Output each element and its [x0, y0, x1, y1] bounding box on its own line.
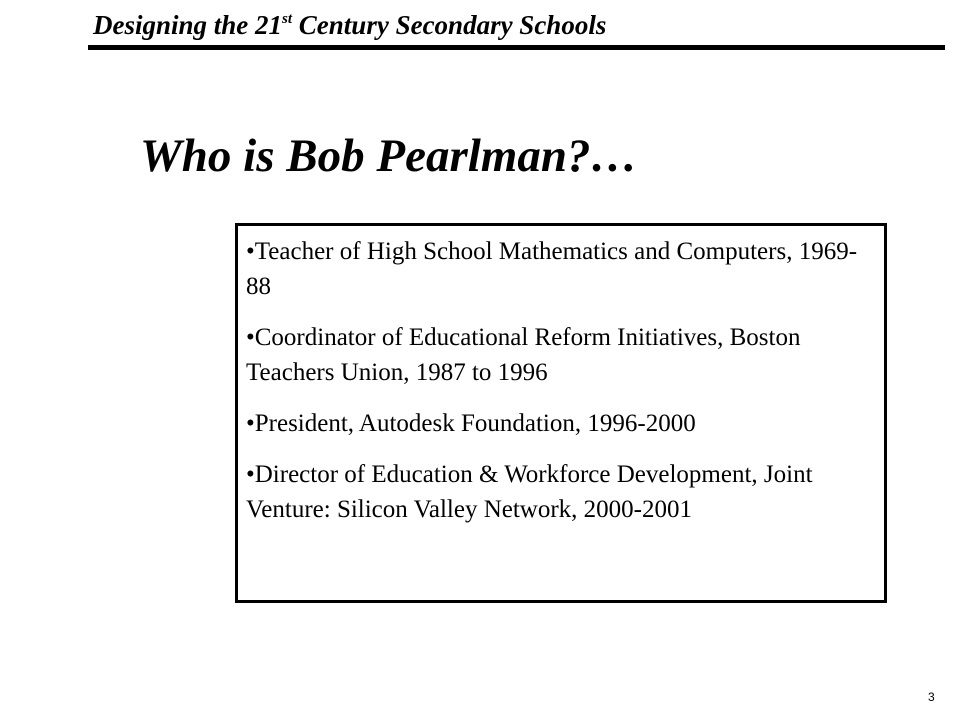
- bullet-item-teacher: •Teacher of High School Mathematics and Computers, 1969-88: [246, 238, 858, 300]
- bullet-list: [246, 234, 874, 543]
- header-title-prefix: Designing the 21: [93, 10, 283, 40]
- header-title-superscript: st: [282, 11, 293, 27]
- bullet-item-coordinator: •Coordinator of Educational Reform Initiatives, Boston Teachers Union, 1987 to 1996: [246, 324, 801, 386]
- header-title: [93, 9, 606, 41]
- bullet-item-president: •President, Autodesk Foundation, 1996-2000: [246, 410, 696, 437]
- bullet-box: [235, 223, 887, 603]
- slide-title: Who is Bob Pearlman?…: [140, 130, 638, 182]
- page-number: 3: [928, 690, 935, 704]
- bullet-item-director: •Director of Education & Workforce Development, Joint Venture: Silicon Valley Network, 2000-2001: [246, 461, 813, 523]
- header-divider: [88, 45, 945, 50]
- header-title-suffix: Century Secondary Schools: [292, 10, 607, 40]
